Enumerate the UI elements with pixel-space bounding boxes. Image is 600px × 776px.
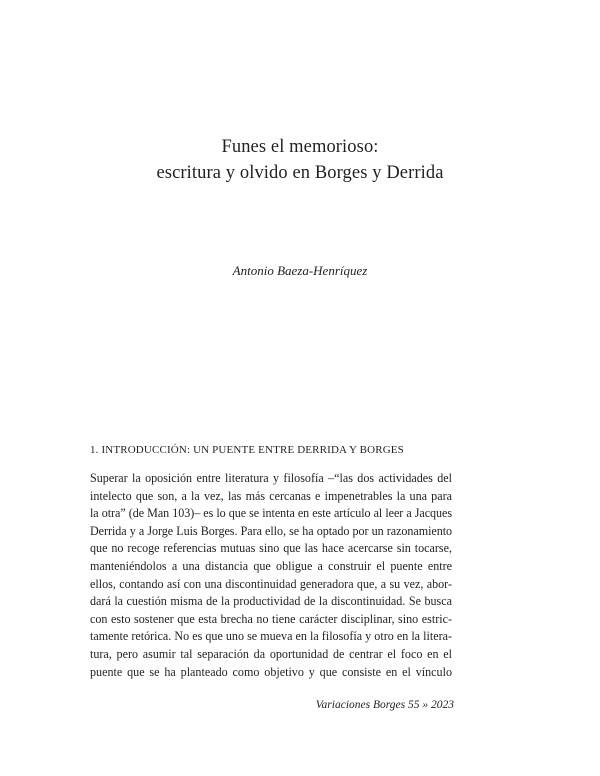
journal-footer: Variaciones Borges 55 » 2023: [315, 699, 454, 711]
paragraph-line: Derrida y a Jorge Luis Borges. Para ello, se ha optado por un razonamiento: [90, 523, 452, 538]
paragraph-line: ellos, contando así con una discontinuidad generadora que, a su vez, abor-: [90, 576, 452, 591]
paragraph-line: tura, pero asumir tal separación da oportunidad de centrar el foco en el: [90, 646, 452, 661]
paragraph-line: Superar la oposición entre literatura y filosofía –“las dos actividades del: [90, 471, 452, 485]
paragraph-line: que no recoge referencias mutuas sino que las hace acercarse sin tocarse,: [90, 541, 452, 556]
article-title-line-1: Funes el memorioso:: [221, 137, 379, 157]
paragraph-line: con esto sostener que esta brecha no tiene carácter disciplinar, sino estric-: [90, 611, 452, 626]
paragraph-line: la otra” (de Man 103)– es lo que se intenta en este artículo al leer a Jacques: [90, 506, 452, 521]
paragraph-line: dará la cuestión misma de la productividad de la discontinuidad. Se busca: [90, 594, 452, 609]
paragraph-line: intelecto que son, a la vez, las más cercanas e impenetrables la una para: [90, 488, 452, 503]
paragraph-line: manteniéndolos a una distancia que obligue a construir el puente entre: [90, 558, 452, 573]
author-name: Antonio Baeza-Henríquez: [232, 263, 368, 278]
body-paragraph: [90, 470, 452, 681]
paragraph-line: tamente retórica. No es que uno se mueva en la filosofía y otro en la litera-: [90, 629, 452, 644]
article-title-line-2: escritura y olvido en Borges y Derrida: [156, 163, 444, 183]
section-heading: 1. INTRODUCCIÓN: UN PUENTE ENTRE DERRIDA Y BORGES: [90, 444, 404, 456]
paragraph-line: puente que se ha planteado como objetivo y que consiste en el vínculo: [90, 664, 452, 679]
